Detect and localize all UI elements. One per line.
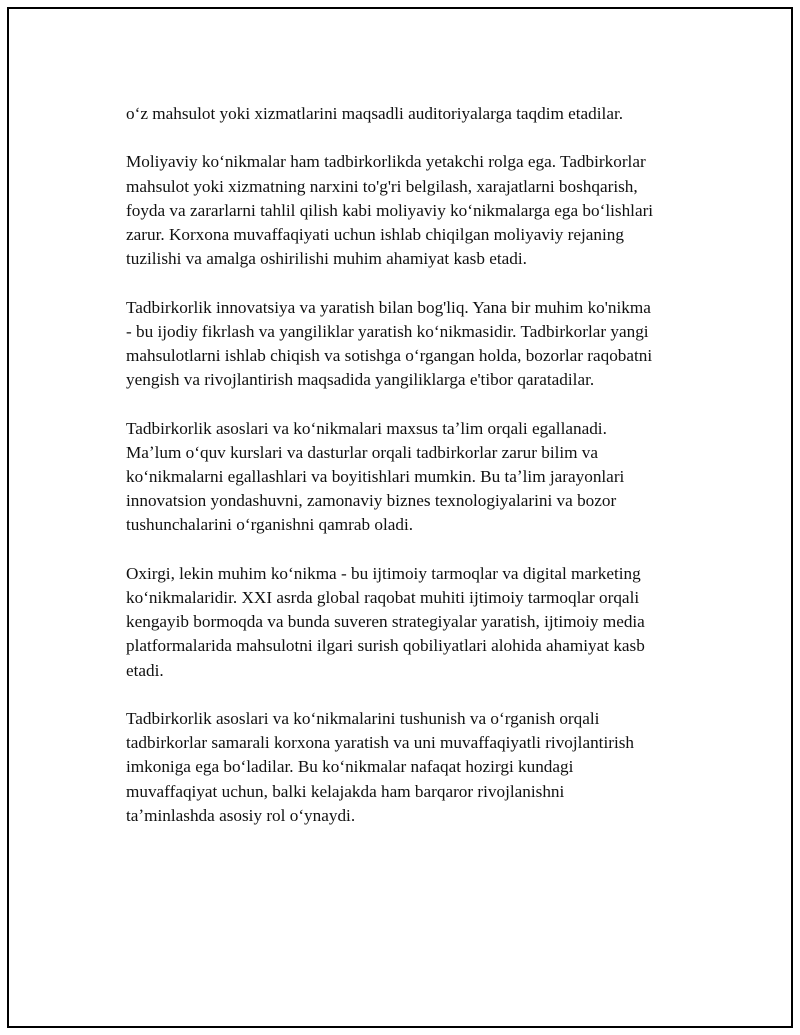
text-line: imkoniga ega boʻladilar. Bu koʻnikmalar nafaqat hozirgi kundagi <box>126 757 574 777</box>
paragraph-3 <box>126 296 696 393</box>
text-line: etadi. <box>126 660 164 680</box>
text-line: koʻnikmalaridir. XXI asrda global raqobat muhiti ijtimoiy tarmoqlar orqali <box>126 588 640 607</box>
text-line: kengayib bormoqda va bunda suveren strategiyalar yaratish, ijtimoiy media <box>126 612 645 632</box>
text-line: taʼminlashda asosiy rol oʻynaydi. <box>126 805 356 825</box>
text-line: Oxirgi, lekin muhim koʻnikma - bu ijtimoiy tarmoqlar va digital marketing <box>126 563 641 583</box>
paragraph-1 <box>126 102 696 126</box>
text-line: mahsulotlarni ishlab chiqish va sotishga oʻrgangan holda, bozorlar raqobatni <box>126 346 653 365</box>
paragraph-4 <box>126 417 696 538</box>
text-line: foyda va zararlarni tahlil qilish kabi moliyaviy koʻnikmalarga ega boʻlishlari <box>126 200 654 220</box>
text-line: zarur. Korxona muvaffaqiyati uchun ishlab chiqilgan moliyaviy rejaning <box>126 225 624 244</box>
text-line: Tadbirkorlik asoslari va koʻnikmalari maxsus taʼlim orqali egallanadi. <box>126 418 607 438</box>
text-line: muvaffaqiyat uchun, balki kelajakda ham barqaror rivojlanishni <box>126 781 565 801</box>
page-frame <box>7 7 793 1028</box>
text-line: Tadbirkorlik innovatsiya va yaratish bilan bog'liq. Yana bir muhim ko'nikma <box>126 297 651 317</box>
text-line: tushunchalarini oʻrganishni qamrab oladi. <box>126 515 414 535</box>
text-line: koʻnikmalarni egallashlari va boyitishlari mumkin. Bu taʼlim jarayonlari <box>126 467 625 486</box>
text-line: Moliyaviy koʻnikmalar ham tadbirkorlikda yetakchi rolga ega. Tadbirkorlar <box>126 152 646 172</box>
text-line: mahsulot yoki xizmatning narxini to'g'ri belgilash, xarajatlarni boshqarish, <box>126 176 638 196</box>
text-line: platformalarida mahsulotni ilgari surish qobiliyatlari alohida ahamiyat kasb <box>126 636 645 656</box>
text-line: Maʼlum oʻquv kurslari va dasturlar orqali tadbirkorlar zarur bilim va <box>126 442 599 462</box>
paragraph-5 <box>126 562 696 683</box>
document-body <box>126 102 696 852</box>
paragraph-6 <box>126 707 696 828</box>
text-line: tadbirkorlar samarali korxona yaratish va uni muvaffaqiyatli rivojlantirish <box>126 733 634 753</box>
paragraph-2 <box>126 150 696 271</box>
text-line: yengish va rivojlantirish maqsadida yangiliklarga e'tibor qaratadilar. <box>126 370 595 390</box>
text-line: - bu ijodiy fikrlash va yangiliklar yaratish koʻnikmasidir. Tadbirkorlar yangi <box>126 321 649 341</box>
text-line: tuzilishi va amalga oshirilishi muhim ahamiyat kasb etadi. <box>126 249 527 269</box>
text-line: oʻz mahsulot yoki xizmatlarini maqsadli auditoriyalarga taqdim etadilar. <box>126 104 624 123</box>
text-line: innovatsion yondashuvni, zamonaviy biznes texnologiyalarini va bozor <box>126 491 617 511</box>
text-line: Tadbirkorlik asoslari va koʻnikmalarini tushunish va oʻrganish orqali <box>126 709 600 728</box>
